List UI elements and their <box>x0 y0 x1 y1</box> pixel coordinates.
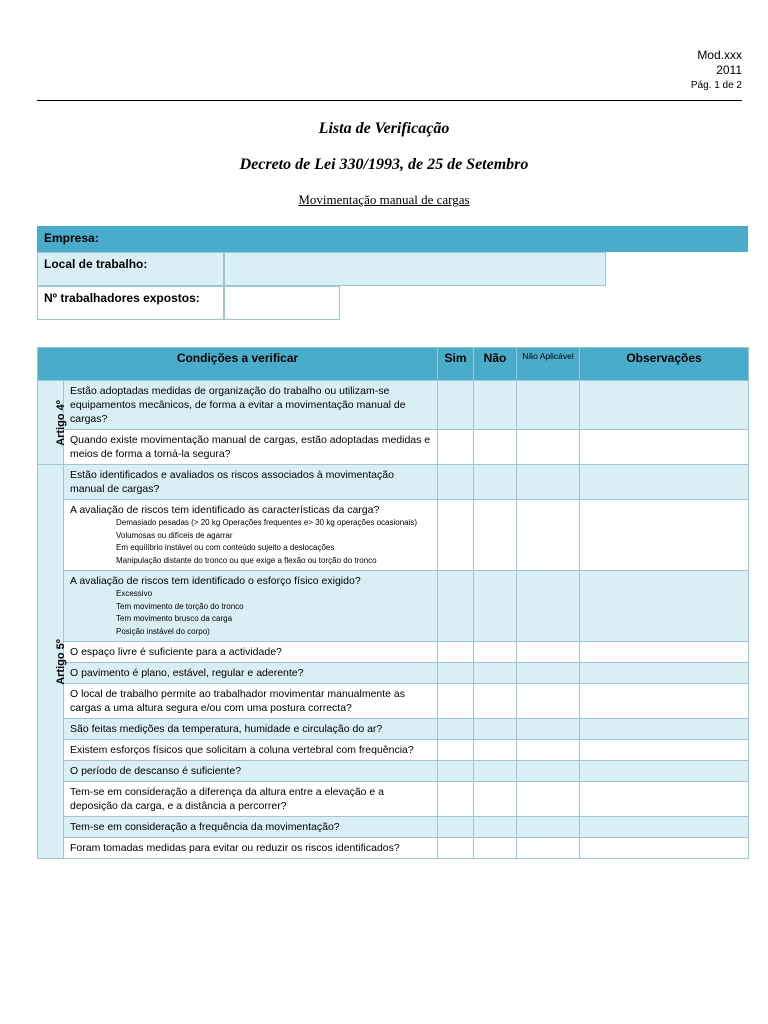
observations-cell[interactable] <box>580 740 749 761</box>
condition-text: O espaço livre é suficiente para a actividade? <box>70 646 282 658</box>
condition-text: Foram tomadas medidas para evitar ou reduzir os riscos identificados? <box>70 842 400 854</box>
not-applicable-cell[interactable] <box>517 381 580 430</box>
not-applicable-cell[interactable] <box>517 571 580 642</box>
observations-cell[interactable] <box>580 761 749 782</box>
workers-label: Nº trabalhadores expostos: <box>37 286 224 320</box>
document-subtitle: Movimentação manual de cargas <box>298 192 470 207</box>
condition-cell <box>64 642 438 663</box>
no-cell[interactable] <box>474 782 517 817</box>
not-applicable-cell[interactable] <box>517 817 580 838</box>
checklist-row <box>38 571 749 642</box>
observations-cell[interactable] <box>580 430 749 465</box>
checklist-table <box>37 347 749 859</box>
condition-cell <box>64 571 438 642</box>
year: 2011 <box>716 63 742 77</box>
yes-cell[interactable] <box>438 719 474 740</box>
checklist-body <box>38 381 749 859</box>
observations-cell[interactable] <box>580 642 749 663</box>
article-cell <box>38 465 67 859</box>
checklist-row <box>38 761 749 782</box>
condition-text: O pavimento é plano, estável, regular e aderente? <box>70 667 304 679</box>
yes-cell[interactable] <box>438 838 474 859</box>
condition-text: Existem esforços físicos que solicitam a coluna vertebral com frequência? <box>70 744 414 756</box>
observations-cell[interactable] <box>580 571 749 642</box>
observations-header: Observações <box>580 348 749 381</box>
yes-cell[interactable] <box>438 465 474 500</box>
condition-subitem: Manipulação distante do tronco ou que exige a flexão ou torção do tronco <box>116 555 377 565</box>
condition-cell <box>64 663 438 684</box>
article-label: Artigo 5º <box>54 638 67 685</box>
document-title: Lista de Verificação <box>318 120 450 137</box>
no-cell[interactable] <box>474 642 517 663</box>
no-cell[interactable] <box>474 571 517 642</box>
header-divider <box>37 100 742 101</box>
checklist-row <box>38 817 749 838</box>
checklist-row <box>38 782 749 817</box>
condition-cell <box>64 430 438 465</box>
checklist-row <box>38 740 749 761</box>
observations-cell[interactable] <box>580 684 749 719</box>
workplace-field[interactable] <box>224 252 606 286</box>
not-applicable-cell[interactable] <box>517 430 580 465</box>
condition-cell <box>64 684 438 719</box>
no-cell[interactable] <box>474 761 517 782</box>
no-cell[interactable] <box>474 719 517 740</box>
condition-cell <box>64 761 438 782</box>
not-applicable-cell[interactable] <box>517 838 580 859</box>
no-cell[interactable] <box>474 838 517 859</box>
yes-cell[interactable] <box>438 571 474 642</box>
condition-subitem: Tem movimento brusco da carga <box>116 614 233 623</box>
not-applicable-cell[interactable] <box>517 761 580 782</box>
observations-cell[interactable] <box>580 465 749 500</box>
yes-cell[interactable] <box>438 817 474 838</box>
condition-cell <box>64 500 438 571</box>
yes-cell[interactable] <box>438 381 474 430</box>
workplace-row <box>37 252 748 286</box>
yes-cell[interactable] <box>438 430 474 465</box>
not-applicable-cell[interactable] <box>517 719 580 740</box>
decree-title: Decreto de Lei 330/1993, de 25 de Setembro <box>239 156 529 173</box>
no-cell[interactable] <box>474 381 517 430</box>
observations-cell[interactable] <box>580 500 749 571</box>
workers-field[interactable] <box>224 286 340 320</box>
checklist-row <box>38 465 749 500</box>
condition-cell <box>64 817 438 838</box>
no-cell[interactable] <box>474 663 517 684</box>
table-header-row <box>38 348 749 381</box>
not-applicable-cell[interactable] <box>517 663 580 684</box>
checklist-row <box>38 663 749 684</box>
condition-text: Tem-se em consideração a diferença da altura entre a elevação e a deposição da carga, e a distância a percorrer? <box>70 786 385 812</box>
condition-text: Estão adoptadas medidas de organização do trabalho ou utilizam-se equipamentos mecânicos, de forma a evitar a movimentação manual de cargas? <box>70 385 406 425</box>
not-applicable-cell[interactable] <box>517 465 580 500</box>
condition-cell <box>64 465 438 500</box>
condition-text: A avaliação de riscos tem identificado as características da carga? <box>70 504 380 516</box>
yes-cell[interactable] <box>438 663 474 684</box>
observations-cell[interactable] <box>580 817 749 838</box>
condition-subitem: Em equilíbrio instável ou com conteúdo sujeito a deslocações <box>116 543 335 552</box>
condition-subitem: Posição instável do corpo) <box>116 626 210 636</box>
yes-cell[interactable] <box>438 642 474 663</box>
workplace-label: Local de trabalho: <box>37 252 224 286</box>
checklist-row <box>38 719 749 740</box>
no-cell[interactable] <box>474 684 517 719</box>
company-row <box>37 226 748 252</box>
condition-text: A avaliação de riscos tem identificado o esforço físico exigido? <box>70 575 361 587</box>
not-applicable-cell[interactable] <box>517 684 580 719</box>
condition-text: O local de trabalho permite ao trabalhador movimentar manualmente as cargas a uma altura segura e/ou com uma postura correcta? <box>70 688 406 714</box>
not-applicable-header: Não Aplicável <box>517 348 580 381</box>
no-cell[interactable] <box>474 817 517 838</box>
checklist-row <box>38 430 749 465</box>
yes-cell[interactable] <box>438 500 474 571</box>
checklist-row <box>38 642 749 663</box>
no-cell[interactable] <box>474 430 517 465</box>
document-header <box>691 48 742 93</box>
checklist-row <box>38 684 749 719</box>
condition-cell <box>64 719 438 740</box>
conditions-header: Condições a verificar <box>38 348 438 381</box>
company-info-block <box>37 226 748 320</box>
yes-cell[interactable] <box>438 684 474 719</box>
page-number: Pág. 1 de 2 <box>690 80 742 91</box>
condition-text: São feitas medições da temperatura, humidade e circulação do ar? <box>70 723 383 735</box>
model-code: Mod.xxx <box>697 48 742 62</box>
condition-cell <box>64 381 438 430</box>
not-applicable-cell[interactable] <box>517 740 580 761</box>
observations-cell[interactable] <box>580 782 749 817</box>
condition-cell <box>64 782 438 817</box>
checklist-row <box>38 500 749 571</box>
company-label: Empresa: <box>37 226 224 252</box>
yes-cell[interactable] <box>438 761 474 782</box>
condition-subitem: Tem movimento de torção do tronco <box>116 601 244 611</box>
observations-cell[interactable] <box>580 381 749 430</box>
condition-subitem: Demasiado pesadas (> 20 kg Operações frequentes e> 30 kg operações ocasionais) <box>116 518 418 527</box>
company-field[interactable] <box>224 226 748 252</box>
yes-cell[interactable] <box>438 782 474 817</box>
observations-cell[interactable] <box>580 663 749 684</box>
condition-cell <box>64 740 438 761</box>
yes-header: Sim <box>438 348 474 381</box>
not-applicable-cell[interactable] <box>517 500 580 571</box>
condition-subitem: Excessivo <box>116 589 153 598</box>
workers-row <box>37 286 748 320</box>
article-cell <box>38 381 67 465</box>
no-cell[interactable] <box>474 740 517 761</box>
condition-subitem: Volumosas ou difíceis de agarrar <box>116 530 233 540</box>
observations-cell[interactable] <box>580 838 749 859</box>
checklist-row <box>38 381 749 430</box>
not-applicable-cell[interactable] <box>517 782 580 817</box>
checklist-row <box>38 838 749 859</box>
condition-text: O período de descanso é suficiente? <box>70 765 242 777</box>
observations-cell[interactable] <box>580 719 749 740</box>
condition-cell <box>64 838 438 859</box>
no-cell[interactable] <box>474 500 517 571</box>
yes-cell[interactable] <box>438 740 474 761</box>
no-header: Não <box>474 348 517 381</box>
article-label: Artigo 4º <box>54 399 67 446</box>
condition-text: Quando existe movimentação manual de cargas, estão adoptadas medidas e meios de forma a torná-la segura? <box>70 434 431 460</box>
no-cell[interactable] <box>474 465 517 500</box>
not-applicable-cell[interactable] <box>517 642 580 663</box>
condition-text: Tem-se em consideração a frequência da movimentação? <box>70 821 340 833</box>
condition-text: Estão identificados e avaliados os riscos associados à movimentação manual de cargas? <box>70 469 394 495</box>
